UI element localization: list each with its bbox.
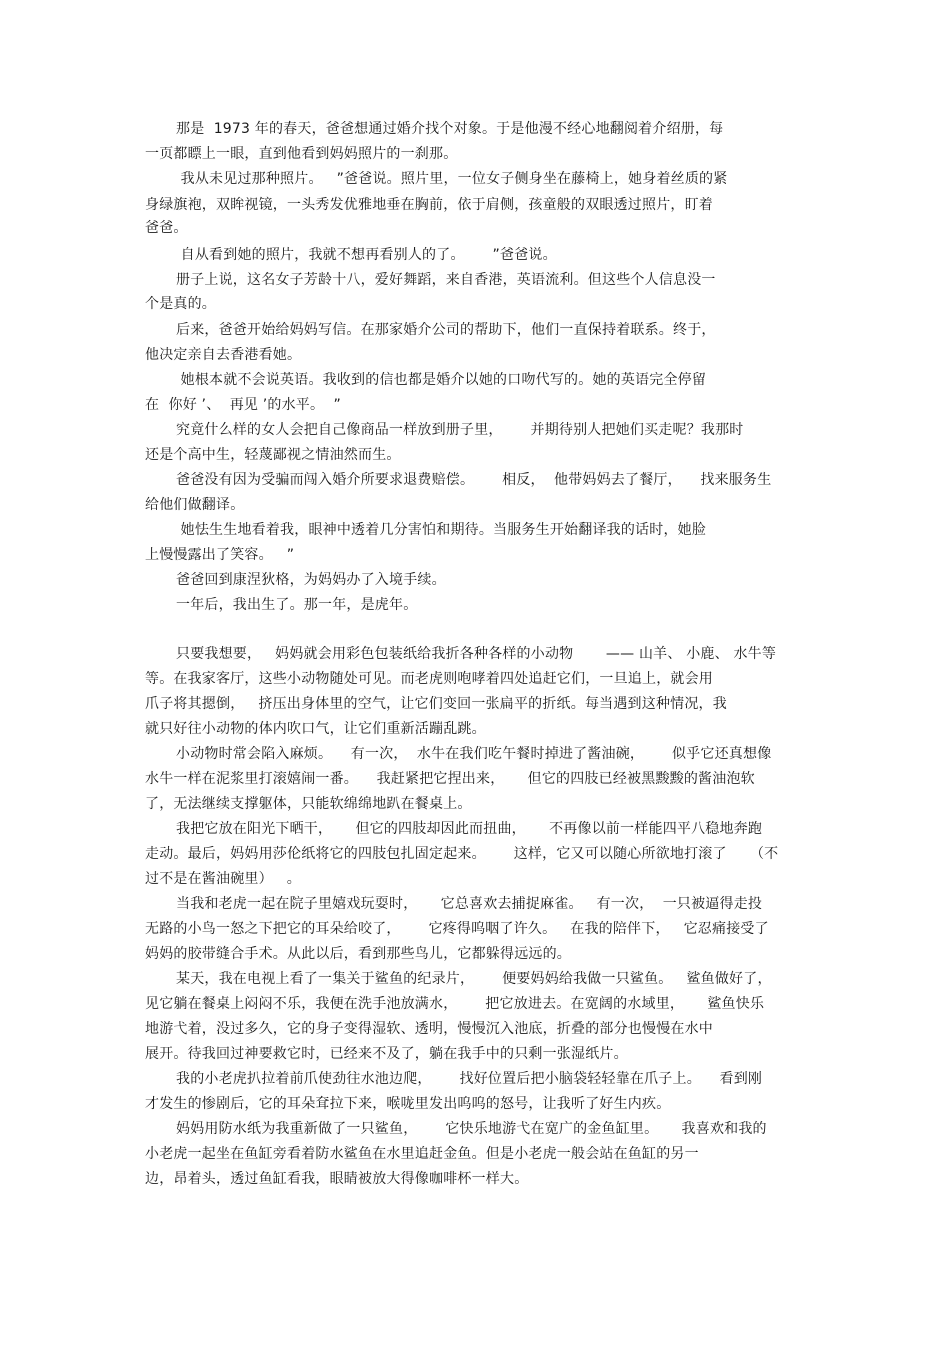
text-line: 水牛一样在泥浆里打滚嬉闹一番。 我赶紧把它捏出来， 但它的四肢已经被黑黢黢的酱油泡软 <box>145 771 755 787</box>
text-line: 某天，我在电视上看了一集关于鲨鱼的纪录片， 便要妈妈给我做一只鲨鱼。 鲨鱼做好了， <box>176 971 772 987</box>
text-line: 妈妈用防水纸为我重新做了一只鲨鱼， 它快乐地游弋在宽广的金鱼缸里。 我喜欢和我的 <box>176 1121 767 1137</box>
text-line: 边，昂着头，透过鱼缸看我，眼睛被放大得像咖啡杯一样大。 <box>145 1171 529 1187</box>
text-line: 我的小老虎扒拉着前爪使劲往水池边爬， 找好位置后把小脑袋轻轻靠在爪子上。 看到刚 <box>176 1071 763 1087</box>
text-line: 自从看到她的照片，我就不想再看别人的了。 ”爸爸说。 <box>176 247 557 263</box>
text-line: 就只好往小动物的体内吹口气，让它们重新活蹦乱跳。 <box>145 721 486 737</box>
text-line: 才发生的惨剧后，它的耳朵耷拉下来，喉咙里发出呜呜的怒号，让我听了好生内疚。 <box>145 1096 671 1112</box>
text-line: 只要我想要， 妈妈就会用彩色包装纸给我折各种各样的小动物 —— 山羊、 小鹿、 水牛等 <box>176 646 777 662</box>
text-line: 后来，爸爸开始给妈妈写信。在那家婚介公司的帮助下，他们一直保持着联系。终于， <box>176 322 716 338</box>
text-line: 了，无法继续支撑躯体，只能软绵绵地趴在餐桌上。 <box>145 796 472 812</box>
text-line: 地游弋着，没过多久，它的身子变得湿软、透明，慢慢沉入池底，折叠的部分也慢慢在水中 <box>145 1021 713 1037</box>
text-line: 无路的小鸟一怒之下把它的耳朵给咬了， 它疼得呜咽了许久。 在我的陪伴下， 它忍痛接受了 <box>145 921 769 937</box>
text-line: 爸爸没有因为受骗而闯入婚介所要求退费赔偿。 相反， 他带妈妈去了餐厅， 找来服务生 <box>176 472 772 488</box>
text-line: 当我和老虎一起在院子里嬉戏玩耍时， 它总喜欢去捕捉麻雀。 有一次， 一只被逼得走投 <box>176 896 763 912</box>
text-line: 一页都瞟上一眼，直到他看到妈妈照片的一刹那。 <box>145 146 458 162</box>
text-line: 等。在我家客厅，这些小动物随处可见。而老虎则咆哮着四处追赶它们，一旦追上，就会用 <box>145 671 713 687</box>
text-line: 我从未见过那种照片。 ”爸爸说。照片里，一位女子侧身坐在藤椅上，她身着丝质的紧 <box>176 171 728 187</box>
text-line: 个是真的。 <box>145 296 216 312</box>
text-line: 册子上说，这名女子芳龄十八，爱好舞蹈，来自香港，英语流利。但这些个人信息没一 <box>176 272 716 288</box>
text-line: 给他们做翻译。 <box>145 497 245 513</box>
text-line: 究竟什么样的女人会把自己像商品一样放到册子里， 并期待别人把她们买走呢？我那时 <box>176 422 744 438</box>
text-line: 还是个高中生，轻蔑鄙视之情油然而生。 <box>145 447 401 463</box>
text-line: 上慢慢露出了笑容。 ” <box>145 547 295 563</box>
text-line: 小老虎一起坐在鱼缸旁看着防水鲨鱼在水里追赶金鱼。但是小老虎一般会站在鱼缸的另一 <box>145 1146 699 1162</box>
text-line: 展开。待我回过神要救它时，已经来不及了，躺在我手中的只剩一张湿纸片。 <box>145 1046 628 1062</box>
text-line: 我把它放在阳光下晒干， 但它的四肢却因此而扭曲， 不再像以前一样能四平八稳地奔跑 <box>176 821 763 837</box>
text-line: 过不是在酱油碗里） 。 <box>145 871 301 887</box>
text-line: 在 你好 ’、 再见 ’的水平。 ” <box>145 397 341 413</box>
text-line: 一年后，我出生了。那一年，是虎年。 <box>176 597 418 613</box>
text-line: 见它躺在餐桌上闷闷不乐，我便在洗手池放满水， 把它放进去。在宽阔的水域里， 鲨鱼快乐 <box>145 996 765 1012</box>
text-line: 爸爸。 <box>145 220 188 236</box>
text-line: 小动物时常会陷入麻烦。 有一次， 水牛在我们吃午餐时掉进了酱油碗， 似乎它还真想像 <box>176 746 772 762</box>
text-line: 那是 1973 年的春天，爸爸想通过婚介找个对象。于是他漫不经心地翻阅着介绍册，每 <box>176 121 724 137</box>
text-line: 爪子将其摁倒， 挤压出身体里的空气，让它们变回一张扁平的折纸。每当遇到这种情况，我 <box>145 696 727 712</box>
text-line: 她根本就不会说英语。我收到的信也都是婚介以她的口吻代写的。她的英语完全停留 <box>176 372 707 388</box>
text-line: 爸爸回到康涅狄格，为妈妈办了入境手续。 <box>176 572 446 588</box>
text-line: 妈妈的胶带缝合手术。从此以后，看到那些鸟儿，它都躲得远远的。 <box>145 946 571 962</box>
text-line: 身绿旗袍，双眸视镜，一头秀发优雅地垂在胸前，依于肩侧，孩童般的双眼透过照片，盯着 <box>145 197 713 213</box>
text-line: 走动。最后，妈妈用莎伦纸将它的四肢包扎固定起来。 这样，它又可以随心所欲地打滚了 （不 <box>145 846 779 862</box>
text-line: 他决定亲自去香港看她。 <box>145 347 302 363</box>
text-line: 她怯生生地看着我，眼神中透着几分害怕和期待。当服务生开始翻译我的话时，她脸 <box>176 522 707 538</box>
